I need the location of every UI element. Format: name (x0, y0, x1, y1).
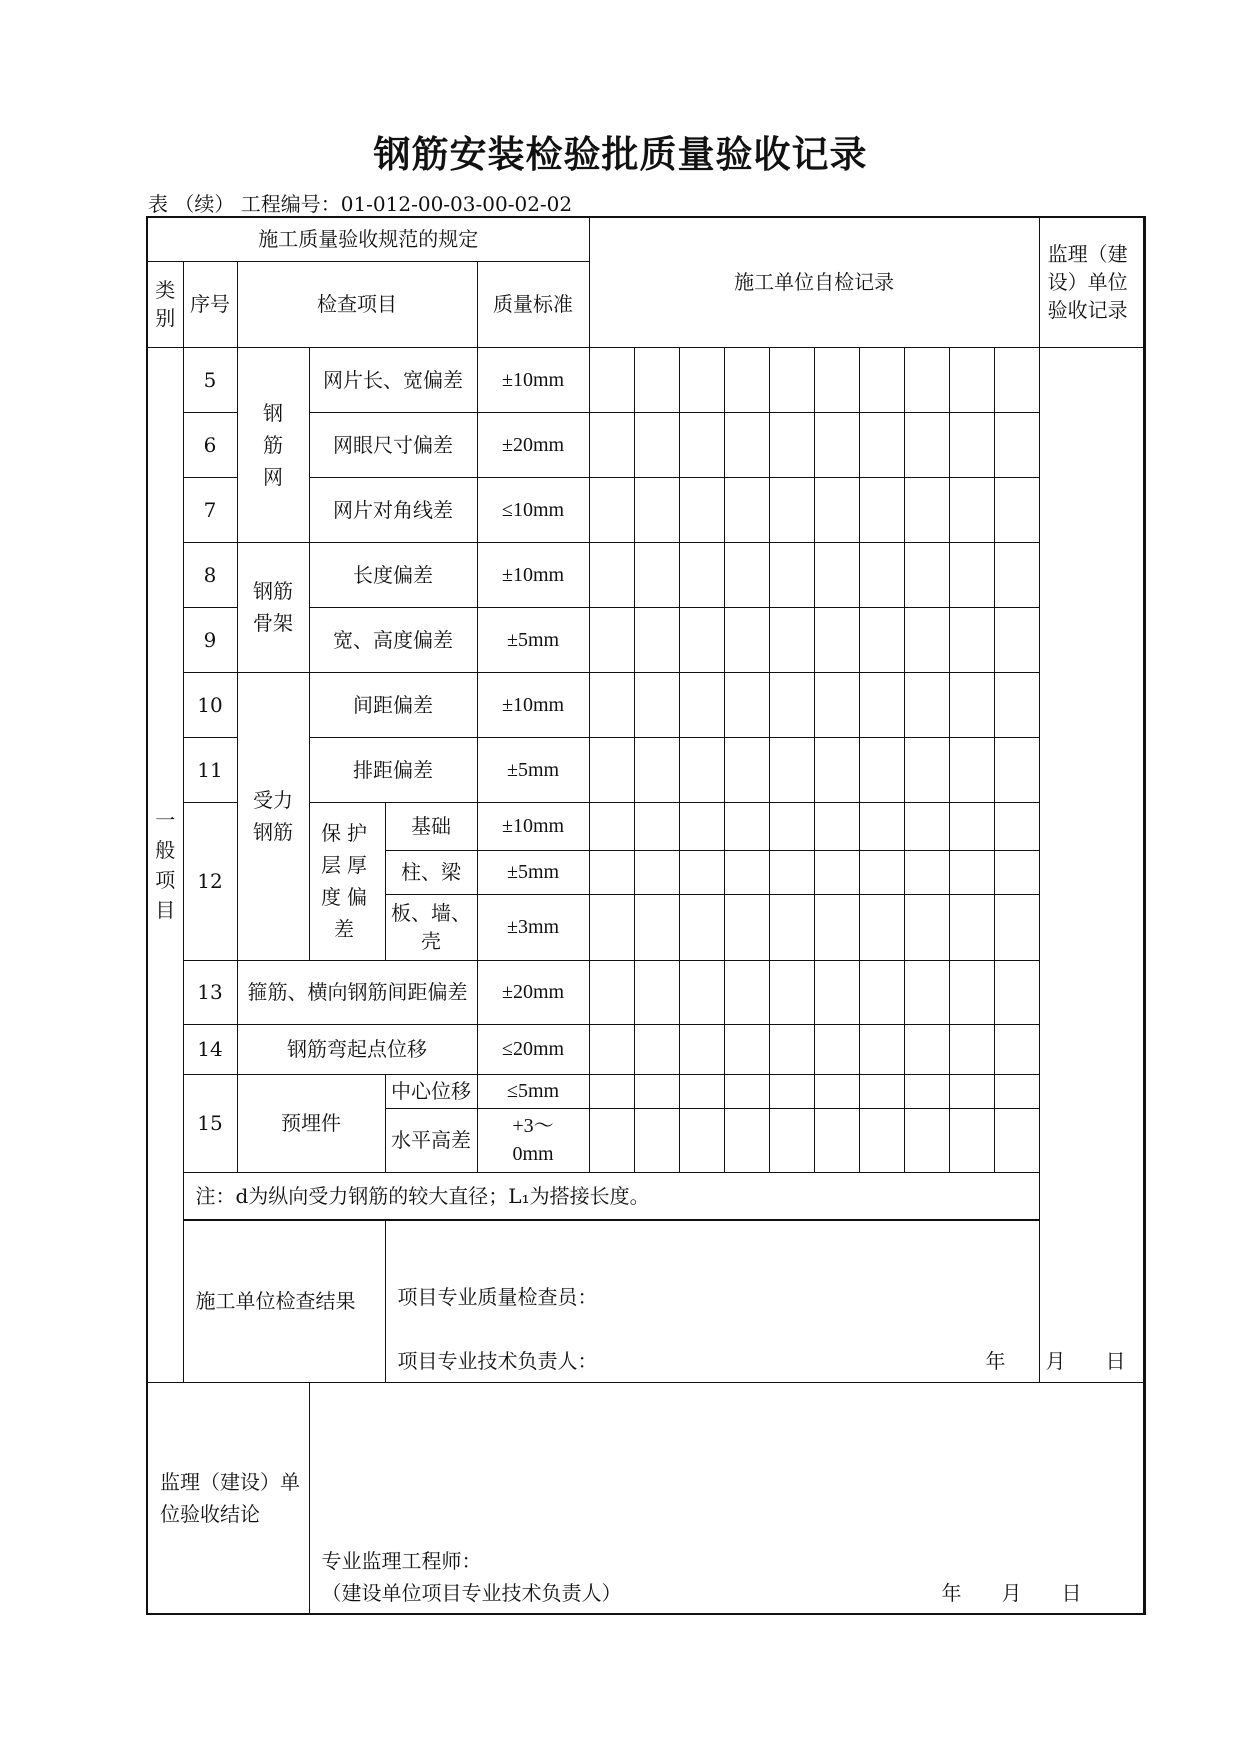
check-cell[interactable] (724, 802, 769, 850)
standard-cell: ±5mm (477, 607, 589, 672)
check-cell[interactable] (724, 412, 769, 477)
check-cell[interactable] (769, 542, 814, 607)
check-cell[interactable] (589, 802, 634, 850)
check-cell[interactable] (634, 894, 679, 960)
check-cell[interactable] (994, 607, 1039, 672)
check-cell[interactable] (634, 542, 679, 607)
check-cell[interactable] (859, 894, 904, 960)
check-cell[interactable] (904, 894, 949, 960)
check-cell[interactable] (634, 347, 679, 412)
check-cell[interactable] (859, 1074, 904, 1108)
item-cell: 宽、高度偏差 (309, 607, 477, 672)
check-cell[interactable] (679, 1024, 724, 1074)
group-stressed: 受力钢筋 (237, 672, 309, 960)
check-cell[interactable] (769, 477, 814, 542)
check-cell[interactable] (724, 1108, 769, 1172)
standard-cell: ±10mm (477, 542, 589, 607)
standard-cell: ±10mm (477, 802, 589, 850)
check-cell[interactable] (994, 347, 1039, 412)
seq-cell: 6 (183, 412, 237, 477)
check-cell[interactable] (724, 347, 769, 412)
check-cell[interactable] (634, 477, 679, 542)
check-cell[interactable] (589, 1074, 634, 1108)
construction-result-block[interactable] (385, 1220, 1145, 1382)
check-cell[interactable] (859, 850, 904, 894)
check-cell[interactable] (589, 542, 634, 607)
supervisor-header: 监理（建设）单位验收记录 (1039, 217, 1143, 347)
check-cell[interactable] (814, 850, 859, 894)
check-cell[interactable] (679, 802, 724, 850)
standard-cell: ±5mm (477, 850, 589, 894)
check-cell[interactable] (679, 607, 724, 672)
check-cell[interactable] (769, 894, 814, 960)
check-cell[interactable] (589, 607, 634, 672)
group-cage: 钢筋骨架 (237, 542, 309, 672)
check-cell[interactable] (859, 802, 904, 850)
check-cell[interactable] (859, 672, 904, 737)
check-cell[interactable] (949, 672, 994, 737)
check-cell[interactable] (904, 347, 949, 412)
check-cell[interactable] (634, 672, 679, 737)
check-cell[interactable] (679, 672, 724, 737)
standard-cell: ±10mm (477, 672, 589, 737)
check-cell[interactable] (904, 960, 949, 1024)
check-cell[interactable] (859, 1108, 904, 1172)
check-cell[interactable] (904, 1024, 949, 1074)
check-cell[interactable] (949, 607, 994, 672)
check-cell[interactable] (634, 1024, 679, 1074)
check-cell[interactable] (769, 412, 814, 477)
check-cell[interactable] (724, 672, 769, 737)
construction-date: 年 月 日 (985, 1349, 1126, 1373)
item-cell: 板、墙、壳 (385, 894, 477, 960)
category-label: 一般项目 (147, 347, 183, 1382)
check-cell[interactable] (814, 960, 859, 1024)
check-cell[interactable] (949, 412, 994, 477)
check-cell[interactable] (994, 850, 1039, 894)
check-cell[interactable] (814, 347, 859, 412)
check-cell[interactable] (634, 412, 679, 477)
check-cell[interactable] (949, 1024, 994, 1074)
check-cell[interactable] (949, 1108, 994, 1172)
check-cell[interactable] (724, 607, 769, 672)
form-code: 表 （续） 工程编号：01-012-00-03-00-02-02 (148, 192, 573, 216)
check-cell[interactable] (769, 802, 814, 850)
check-cell[interactable] (634, 960, 679, 1024)
check-cell[interactable] (994, 672, 1039, 737)
check-cell[interactable] (949, 477, 994, 542)
inspector-label: 项目专业质量检查员： (397, 1285, 598, 1309)
footnote: 注：d为纵向受力钢筋的较大直径；L₁为搭接长度。 (183, 1172, 1145, 1220)
owner-rep-label: （建设单位项目专业技术负责人） (321, 1580, 622, 1605)
self-check-header: 施工单位自检记录 (589, 217, 1039, 347)
check-cell[interactable] (949, 802, 994, 850)
check-cell[interactable] (769, 960, 814, 1024)
check-cell[interactable] (679, 1108, 724, 1172)
check-cell[interactable] (814, 412, 859, 477)
check-cell[interactable] (679, 960, 724, 1024)
item-cell: 网片对角线差 (309, 477, 477, 542)
item-cell: 间距偏差 (309, 672, 477, 737)
check-cell[interactable] (724, 960, 769, 1024)
check-cell[interactable] (904, 1074, 949, 1108)
check-cell[interactable] (859, 737, 904, 802)
check-cell[interactable] (724, 737, 769, 802)
check-cell[interactable] (994, 412, 1039, 477)
check-cell[interactable] (949, 1074, 994, 1108)
check-cell[interactable] (679, 542, 724, 607)
check-cell[interactable] (589, 737, 634, 802)
check-cell[interactable] (589, 672, 634, 737)
check-cell[interactable] (634, 607, 679, 672)
check-cell[interactable] (994, 802, 1039, 850)
check-cell[interactable] (679, 412, 724, 477)
check-cell[interactable] (679, 850, 724, 894)
check-cell[interactable] (679, 477, 724, 542)
check-cell[interactable] (589, 1108, 634, 1172)
check-cell[interactable] (814, 542, 859, 607)
seq-cell: 7 (183, 477, 237, 542)
check-cell[interactable] (679, 347, 724, 412)
check-cell[interactable] (904, 802, 949, 850)
check-cell[interactable] (679, 1074, 724, 1108)
check-cell[interactable] (949, 960, 994, 1024)
check-cell[interactable] (814, 477, 859, 542)
check-cell[interactable] (589, 850, 634, 894)
check-cell[interactable] (814, 672, 859, 737)
seq-cell: 9 (183, 607, 237, 672)
check-cell[interactable] (859, 960, 904, 1024)
check-cell[interactable] (859, 542, 904, 607)
seq-cell: 12 (183, 802, 237, 960)
check-cell[interactable] (949, 850, 994, 894)
page-title: 钢筋安装检验批质量验收记录 (373, 132, 868, 176)
standard-cell: ≤20mm (477, 1024, 589, 1074)
item-cell: 长度偏差 (309, 542, 477, 607)
supervision-label: 监理（建设）单位验收结论 (147, 1382, 309, 1614)
check-cell[interactable] (904, 737, 949, 802)
item-cell: 中心位移 (385, 1074, 477, 1108)
group-embedded: 预埋件 (237, 1074, 385, 1172)
check-cell[interactable] (589, 894, 634, 960)
check-cell[interactable] (634, 850, 679, 894)
check-cell[interactable] (949, 737, 994, 802)
check-cell[interactable] (859, 1024, 904, 1074)
check-cell[interactable] (949, 894, 994, 960)
seq-cell: 15 (183, 1074, 237, 1172)
check-cell[interactable] (769, 672, 814, 737)
check-cell[interactable] (769, 1074, 814, 1108)
seq-cell: 5 (183, 347, 237, 412)
check-cell[interactable] (634, 1074, 679, 1108)
item-cell: 柱、梁 (385, 850, 477, 894)
check-cell[interactable] (589, 960, 634, 1024)
seq-header: 序号 (183, 261, 237, 347)
check-cell[interactable] (859, 607, 904, 672)
item-header: 检查项目 (237, 261, 477, 347)
check-cell[interactable] (904, 542, 949, 607)
check-cell[interactable] (814, 737, 859, 802)
item-cell: 水平高差 (385, 1108, 477, 1172)
check-cell[interactable] (994, 1108, 1039, 1172)
check-cell[interactable] (589, 412, 634, 477)
check-cell[interactable] (634, 737, 679, 802)
check-cell[interactable] (904, 607, 949, 672)
standard-cell: ≤10mm (477, 477, 589, 542)
check-cell[interactable] (814, 1108, 859, 1172)
check-cell[interactable] (589, 1024, 634, 1074)
check-cell[interactable] (859, 347, 904, 412)
check-cell[interactable] (724, 542, 769, 607)
check-cell[interactable] (814, 802, 859, 850)
check-cell[interactable] (814, 1074, 859, 1108)
check-cell[interactable] (859, 412, 904, 477)
standard-cell: ±3mm (477, 894, 589, 960)
check-cell[interactable] (679, 737, 724, 802)
seq-cell: 14 (183, 1024, 237, 1074)
check-cell[interactable] (814, 1024, 859, 1074)
check-cell[interactable] (994, 737, 1039, 802)
check-cell[interactable] (859, 477, 904, 542)
check-cell[interactable] (769, 850, 814, 894)
seq-cell: 10 (183, 672, 237, 737)
check-cell[interactable] (994, 1024, 1039, 1074)
check-cell[interactable] (724, 477, 769, 542)
check-cell[interactable] (769, 1024, 814, 1074)
check-cell[interactable] (814, 607, 859, 672)
check-cell[interactable] (814, 894, 859, 960)
standard-cell: ±20mm (477, 412, 589, 477)
check-cell[interactable] (904, 850, 949, 894)
check-cell[interactable] (724, 1024, 769, 1074)
check-cell[interactable] (589, 347, 634, 412)
inspection-table (146, 216, 1146, 1615)
tech-lead-label: 项目专业技术负责人： (397, 1349, 598, 1373)
category-header: 类别 (147, 261, 183, 347)
check-cell[interactable] (994, 542, 1039, 607)
check-cell[interactable] (949, 542, 994, 607)
group-mesh: 钢筋网 (237, 347, 309, 542)
standard-header: 质量标准 (477, 261, 589, 347)
item-cell: 钢筋弯起点位移 (237, 1024, 477, 1074)
check-cell[interactable] (589, 477, 634, 542)
supervision-date: 年 月 日 (941, 1580, 1082, 1605)
check-cell[interactable] (724, 1074, 769, 1108)
item-cell: 排距偏差 (309, 737, 477, 802)
standard-cell: ±10mm (477, 347, 589, 412)
check-cell[interactable] (724, 850, 769, 894)
item-cell: 箍筋、横向钢筋间距偏差 (237, 960, 477, 1024)
standard-cell: ±20mm (477, 960, 589, 1024)
check-cell[interactable] (994, 477, 1039, 542)
item-cell: 基础 (385, 802, 477, 850)
seq-cell: 11 (183, 737, 237, 802)
check-cell[interactable] (904, 477, 949, 542)
check-cell[interactable] (769, 607, 814, 672)
standard-cell: +3～0mm (477, 1108, 589, 1172)
check-cell[interactable] (679, 894, 724, 960)
check-cell[interactable] (724, 894, 769, 960)
seq-cell: 8 (183, 542, 237, 607)
group-cover: 保护层厚度偏差 (309, 802, 385, 960)
check-cell[interactable] (904, 412, 949, 477)
check-cell[interactable] (769, 347, 814, 412)
check-cell[interactable] (994, 1074, 1039, 1108)
construction-result-label: 施工单位检查结果 (183, 1220, 385, 1382)
supervision-block[interactable] (309, 1382, 1143, 1614)
check-cell[interactable] (634, 802, 679, 850)
check-cell[interactable] (994, 960, 1039, 1024)
check-cell[interactable] (994, 894, 1039, 960)
spec-header: 施工质量验收规范的规定 (147, 217, 589, 261)
check-cell[interactable] (949, 347, 994, 412)
standard-cell: ±5mm (477, 737, 589, 802)
check-cell[interactable] (769, 1108, 814, 1172)
item-cell: 网眼尺寸偏差 (309, 412, 477, 477)
check-cell[interactable] (634, 1108, 679, 1172)
item-cell: 网片长、宽偏差 (309, 347, 477, 412)
engineer-label: 专业监理工程师： (321, 1548, 482, 1573)
check-cell[interactable] (904, 672, 949, 737)
check-cell[interactable] (769, 737, 814, 802)
standard-cell: ≤5mm (477, 1074, 589, 1108)
seq-cell: 13 (183, 960, 237, 1024)
check-cell[interactable] (904, 1108, 949, 1172)
